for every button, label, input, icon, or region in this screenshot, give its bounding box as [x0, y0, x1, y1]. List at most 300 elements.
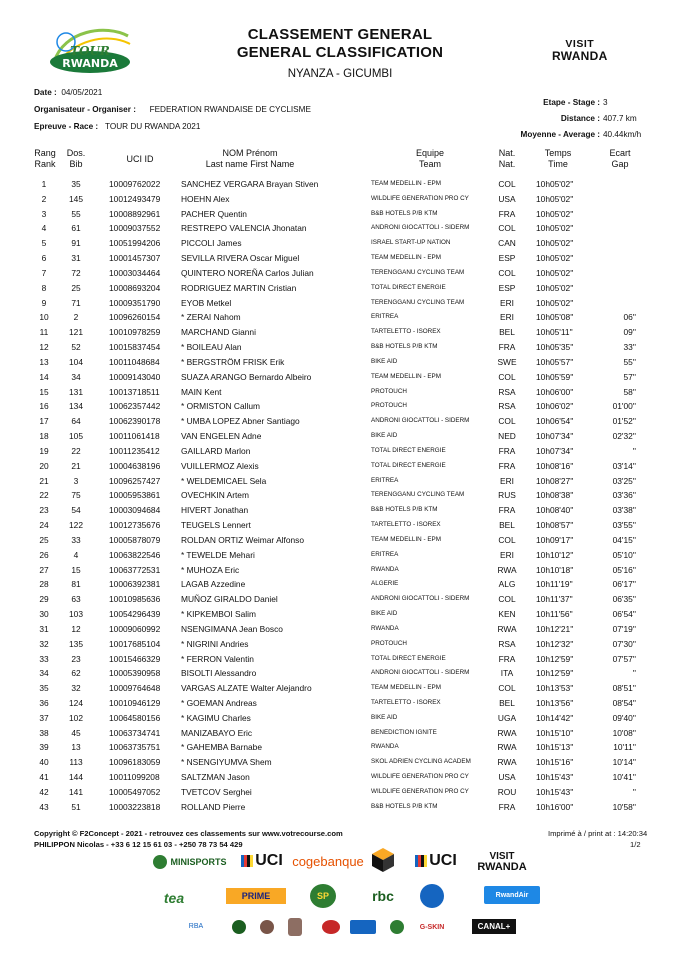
cell-team: ANDRONI GIOCATTOLI - SIDERM: [371, 417, 470, 425]
sponsor-seal-3: [288, 918, 302, 936]
cell-name: SEVILLA RIVERA Oscar Miguel: [181, 253, 300, 264]
cell-uci: 10011099208: [109, 772, 160, 783]
sponsor-cube-logo: [370, 846, 396, 874]
cell-team: PROTOUCH: [371, 387, 407, 395]
cell-bib: 22: [71, 445, 81, 456]
cell-rank: 34: [39, 668, 49, 679]
cell-team: ISRAEL START-UP NATION: [371, 239, 451, 247]
table-row: [0, 355, 678, 370]
cell-time: 10h05'02'': [536, 208, 574, 219]
table-row: [0, 399, 678, 414]
cell-time: 10h08'16'': [536, 460, 574, 471]
table-row: [0, 652, 678, 667]
cell-time: 10h05'02'': [536, 223, 574, 234]
cell-gap: 03'55'': [612, 520, 636, 531]
cell-team: B&B HOTELS P/B KTM: [371, 209, 438, 217]
cell-rank: 2: [41, 193, 47, 204]
cell-gap: 03'38'': [612, 505, 636, 516]
cell-bib: 104: [69, 356, 83, 367]
cell-time: 10h08'38'': [536, 490, 574, 501]
cell-rank: 13: [39, 356, 49, 367]
cell-uci: 10009762022: [109, 179, 161, 189]
cell-nat: KEN: [498, 609, 516, 620]
table-row: [0, 474, 678, 489]
svg-text:RWANDA: RWANDA: [62, 57, 118, 70]
cell-name: * NIGRINI Andries: [181, 638, 249, 649]
footer-page: 1/2: [630, 840, 641, 849]
title-french: CLASSEMENT GENERAL: [247, 26, 433, 43]
table-row: [0, 770, 678, 785]
sponsor-seal-1: [232, 920, 246, 934]
cell-bib: 32: [71, 683, 81, 694]
cell-name: SANCHEZ VERGARA Brayan Stiven: [181, 179, 319, 189]
cell-name: * ORMISTON Callum: [181, 401, 260, 412]
cell-team: TERENGGANU CYCLING TEAM: [371, 268, 465, 276]
cell-uci: 10009060992: [109, 623, 161, 634]
cell-time: 10h11'56'': [536, 609, 573, 620]
cell-bib: 3: [73, 475, 79, 486]
table-row: [0, 444, 678, 459]
cell-uci: 10003094684: [109, 505, 161, 516]
table-row: [0, 488, 678, 503]
cell-nat: ROU: [497, 786, 517, 797]
cell-team: RWANDA: [371, 565, 399, 573]
cell-name: OVECHKIN Artem: [181, 490, 249, 501]
cell-nat: ALG: [498, 579, 516, 590]
cell-team: BIKE AID: [371, 357, 398, 365]
cell-name: * KAGIMU Charles: [181, 712, 251, 723]
cell-name: NSENGIMANA Jean Bosco: [181, 623, 283, 634]
document-title: [170, 26, 510, 80]
table-row: [0, 296, 678, 311]
cell-rank: 18: [39, 431, 49, 442]
cell-bib: 81: [71, 579, 81, 590]
cell-nat: FRA: [498, 505, 516, 516]
cell-uci: 10008892961: [109, 208, 161, 219]
cell-rank: 12: [39, 342, 49, 353]
cell-gap: 03'25'': [612, 475, 636, 486]
cell-team: ANDRONI GIOCATTOLI - SIDERM: [371, 669, 470, 677]
cell-bib: 75: [71, 490, 81, 501]
cell-bib: 121: [69, 327, 83, 338]
cell-name: SALTZMAN Jason: [181, 772, 250, 783]
cell-time: 10h05'02'': [536, 179, 574, 189]
cell-nat: ITA: [500, 668, 514, 679]
table-row: [0, 414, 678, 429]
cell-rank: 38: [39, 727, 49, 738]
header-nat: Nat. Nat.: [498, 148, 516, 169]
cell-bib: 15: [71, 564, 81, 575]
cell-bib: 134: [69, 401, 83, 412]
cell-nat: FRA: [498, 445, 516, 456]
cell-gap: 02'32'': [612, 431, 636, 442]
sponsor-sp: SP: [310, 884, 336, 908]
stage-route: NYANZA - GICUMBI: [287, 68, 393, 80]
cell-bib: 61: [71, 223, 81, 234]
cell-name: VARGAS ALZATE Walter Alejandro: [181, 683, 312, 694]
cell-time: 10h05'02'': [536, 238, 574, 249]
cell-uci: 10096183059: [109, 757, 161, 768]
cell-time: 10h05'59'': [536, 371, 574, 382]
table-row: [0, 236, 678, 251]
cell-time: 10h11'19'': [536, 579, 573, 590]
sponsor-uci-2: UCI: [412, 850, 460, 872]
cell-bib: 33: [71, 534, 81, 545]
table-row: [0, 459, 678, 474]
cell-gap: 06'54'': [612, 609, 636, 620]
table-row: [0, 563, 678, 578]
cell-gap: 07'57'': [612, 653, 636, 664]
cell-nat: USA: [498, 772, 516, 783]
table-row: [0, 518, 678, 533]
cell-name: ROLLAND Pierre: [181, 801, 246, 812]
cell-uci: 10054296439: [109, 609, 161, 620]
cell-team: TOTAL DIRECT ENERGIE: [371, 461, 446, 469]
cell-uci: 10015466329: [109, 653, 161, 664]
sponsor-seal-6: [390, 920, 404, 934]
cell-gap: 08'54'': [612, 697, 636, 708]
cell-uci: 10062357442: [109, 401, 161, 412]
table-row: [0, 310, 678, 325]
cell-name: * KIPKEMBOI Salim: [181, 609, 256, 620]
cell-bib: 2: [73, 312, 79, 323]
cell-bib: 122: [69, 520, 83, 531]
cell-nat: COL: [498, 223, 516, 234]
cell-rank: 32: [39, 638, 49, 649]
cell-nat: RSA: [498, 401, 516, 412]
cell-uci: 10009037552: [109, 223, 161, 234]
cell-rank: 24: [39, 520, 49, 531]
cell-time: 10h08'27'': [536, 475, 574, 486]
cell-uci: 10096260154: [109, 312, 161, 323]
cell-nat: ESP: [498, 253, 516, 264]
cell-team: RWANDA: [371, 743, 399, 751]
table-row: [0, 592, 678, 607]
cell-time: 10h15'16'': [536, 757, 574, 768]
cell-time: 10h15'43'': [536, 772, 574, 783]
cell-time: 10h11'37'': [536, 594, 573, 605]
cell-gap: 05'10'': [612, 549, 636, 560]
cell-name: * BOILEAU Alan: [181, 342, 242, 353]
sponsor-rwandair: RwandAir: [484, 886, 540, 904]
cell-team: TOTAL DIRECT ENERGIE: [371, 446, 446, 454]
cell-name: * GAHEMBA Barnabe: [181, 742, 262, 753]
table-row: [0, 281, 678, 296]
cell-nat: FRA: [498, 208, 516, 219]
cell-rank: 15: [39, 386, 49, 397]
cell-nat: COL: [498, 683, 516, 694]
cell-uci: 10005390958: [109, 668, 161, 679]
sponsor-visit-rwanda: VISIT RWANDA: [477, 851, 527, 873]
table-row: [0, 533, 678, 548]
cell-time: 10h12'21'': [536, 623, 574, 634]
tour-du-rwanda-logo: [44, 22, 136, 80]
cell-bib: 102: [69, 712, 83, 723]
cell-uci: 10051994206: [109, 238, 161, 249]
cell-team: BIKE AID: [371, 432, 398, 440]
sponsor-rbc: rbc: [372, 888, 394, 904]
footer-printed: Imprimé à / print at : 14:20:34: [548, 829, 648, 838]
cell-time: 10h05'08'': [536, 312, 574, 323]
cell-rank: 26: [39, 549, 49, 560]
cell-rank: 3: [41, 208, 47, 219]
cell-name: TEUGELS Lennert: [181, 520, 251, 531]
table-row: [0, 192, 678, 207]
cell-name: GAILLARD Marlon: [181, 445, 251, 456]
cell-uci: 10008693204: [109, 282, 161, 293]
table-row: [0, 666, 678, 681]
table-row: [0, 251, 678, 266]
cell-uci: 10003223818: [109, 801, 161, 812]
cell-uci: 10015837454: [109, 342, 161, 353]
cell-name: LAGAB Azzedine: [181, 579, 246, 590]
cell-bib: 71: [71, 297, 81, 308]
cell-time: 10h14'42'': [536, 712, 574, 723]
cell-gap: 07'30'': [612, 638, 636, 649]
cell-name: MARCHAND Gianni: [181, 327, 256, 338]
cell-time: 10h13'53'': [536, 683, 574, 694]
sponsor-tea: tea: [163, 890, 185, 906]
cell-nat: UGA: [497, 712, 517, 723]
cell-nat: COL: [498, 371, 516, 382]
cell-team: TERENGGANU CYCLING TEAM: [371, 298, 465, 306]
cell-rank: 41: [39, 772, 49, 783]
cell-uci: 10096257427: [109, 475, 161, 486]
sponsor-uci: UCI: [238, 850, 286, 872]
table-row: [0, 637, 678, 652]
cell-gap: 33'': [623, 342, 636, 353]
cell-uci: 10063734741: [109, 727, 161, 738]
cell-gap: 55'': [623, 356, 636, 367]
cell-bib: 55: [71, 208, 81, 219]
cell-team: TEAM MEDELLIN - EPM: [371, 180, 441, 187]
cell-rank: 23: [39, 505, 49, 516]
sponsor-gskin: G-SKIN: [419, 923, 445, 931]
cell-nat: FRA: [498, 653, 516, 664]
cell-time: 10h06'54'': [536, 416, 574, 427]
cell-uci: 10010985636: [109, 594, 161, 605]
cell-bib: 13: [71, 742, 81, 753]
cell-uci: 10017685104: [109, 638, 161, 649]
cell-name: TVETCOV Serghei: [181, 786, 252, 797]
cell-rank: 22: [39, 490, 49, 501]
visit-rwanda-logo: VISIT RWANDA: [552, 38, 608, 63]
cell-team: ALGERIE: [371, 580, 399, 588]
cell-name: * NSENGIYUMVA Shem: [181, 757, 272, 768]
cell-gap: 08'51'': [612, 683, 636, 694]
cell-team: WILDLIFE GENERATION PRO CY: [371, 194, 469, 202]
header-gap: Ecart Gap: [609, 148, 631, 169]
cell-bib: 131: [69, 386, 83, 397]
cell-nat: FRA: [498, 460, 516, 471]
cell-gap: 03'14'': [612, 460, 636, 471]
cell-gap: 09'40'': [612, 712, 636, 723]
cell-gap: '': [632, 668, 636, 679]
cell-gap: 10'58'': [612, 801, 636, 812]
cell-name: ROLDAN ORTIZ Weimar Alfonso: [181, 534, 305, 545]
cell-gap: 01'52'': [612, 416, 636, 427]
cell-rank: 31: [39, 623, 49, 634]
cell-team: TEAM MEDELLIN - EPM: [371, 684, 441, 692]
cell-name: HOEHN Alex: [181, 193, 230, 204]
sponsor-canal-plus: CANAL+: [472, 919, 516, 934]
cell-bib: 145: [69, 193, 83, 204]
cell-nat: FRA: [498, 342, 516, 353]
cell-nat: BEL: [499, 697, 515, 708]
cell-rank: 1: [41, 179, 47, 189]
cell-name: VAN ENGELEN Adne: [181, 431, 262, 442]
cell-name: PACHER Quentin: [181, 208, 247, 219]
cell-nat: RWA: [497, 757, 517, 768]
cell-bib: 91: [71, 238, 81, 249]
cell-team: ERITREA: [371, 550, 399, 558]
cell-name: * MUHOZA Eric: [181, 564, 240, 575]
cell-gap: 07'19'': [612, 623, 636, 634]
sponsor-cogebanque: cogebanque: [292, 853, 364, 869]
cell-bib: 34: [71, 371, 81, 382]
cell-bib: 45: [71, 727, 81, 738]
cell-gap: 57'': [623, 371, 636, 382]
cell-name: MAIN Kent: [181, 386, 222, 397]
cell-uci: 10010978259: [109, 327, 161, 338]
cell-nat: RWA: [497, 623, 517, 634]
cell-time: 10h06'02'': [536, 401, 574, 412]
cell-name: MUÑOZ GIRALDO Daniel: [181, 594, 278, 605]
cell-rank: 27: [39, 564, 49, 575]
cell-nat: ESP: [498, 282, 516, 293]
cell-gap: 06'35'': [612, 594, 636, 605]
cell-rank: 16: [39, 401, 49, 412]
header-team: Equipe Team: [415, 148, 445, 169]
meta-organiser: Organisateur - Organiser : FEDERATION RWANDAISE DE CYCLISME: [34, 105, 311, 114]
cell-team: PROTOUCH: [371, 639, 407, 647]
cell-nat: ERI: [500, 297, 514, 308]
cell-name: * WELDEMICAEL Sela: [181, 475, 267, 486]
cell-rank: 33: [39, 653, 49, 664]
cell-name: MANIZABAYO Eric: [181, 727, 253, 738]
table-row: [0, 221, 678, 236]
cell-rank: 29: [39, 594, 49, 605]
cell-uci: 10005878079: [109, 534, 161, 545]
cell-name: * ZERAI Nahom: [181, 312, 241, 323]
cell-gap: 10'41'': [612, 772, 636, 783]
cell-gap: 06'17'': [612, 579, 636, 590]
table-row: [0, 370, 678, 385]
cell-rank: 17: [39, 416, 49, 427]
sponsor-emblem: [420, 884, 444, 908]
table-row: [0, 696, 678, 711]
header-time: Temps Time: [544, 148, 572, 169]
cell-gap: 05'16'': [612, 564, 636, 575]
cell-name: * FERRON Valentin: [181, 653, 254, 664]
cell-uci: 10001457307: [109, 253, 161, 264]
cell-gap: 10'14'': [612, 757, 636, 768]
cell-bib: 23: [71, 653, 81, 664]
cell-uci: 10012493479: [109, 193, 161, 204]
cell-nat: COL: [498, 179, 516, 189]
cell-uci: 10009351790: [109, 297, 161, 308]
cell-nat: RWA: [497, 564, 517, 575]
table-row: [0, 207, 678, 222]
cell-rank: 11: [39, 327, 49, 338]
cell-rank: 6: [41, 253, 47, 264]
table-row: [0, 681, 678, 696]
table-header: [0, 148, 678, 176]
table-row: [0, 607, 678, 622]
cell-nat: RSA: [498, 638, 516, 649]
cell-rank: 35: [39, 683, 49, 694]
cell-team: TEAM MEDELLIN - EPM: [371, 254, 441, 262]
cell-uci: 10063822546: [109, 549, 161, 560]
cell-rank: 9: [41, 297, 47, 308]
table-row: [0, 785, 678, 800]
cell-rank: 25: [39, 534, 49, 545]
cell-bib: 52: [71, 342, 81, 353]
cell-team: WILDLIFE GENERATION PRO CY: [371, 773, 469, 781]
header-uci: UCI ID: [126, 154, 154, 164]
cell-time: 10h09'17'': [536, 534, 574, 545]
cell-rank: 43: [39, 801, 49, 812]
meta-average: Moyenne - Average : 40.44km/h: [520, 130, 642, 139]
cell-time: 10h10'18'': [536, 564, 574, 575]
cell-team: BENEDICTION IGNITE: [371, 728, 437, 736]
cell-gap: 01'00'': [612, 401, 636, 412]
cell-team: SKOL ADRIEN CYCLING ACADEM: [371, 758, 471, 766]
cell-rank: 19: [39, 445, 49, 456]
cell-time: 10h06'00'': [536, 386, 574, 397]
cell-uci: 10062390178: [109, 416, 161, 427]
cell-name: * GOEMAN Andreas: [181, 697, 257, 708]
classification-table: [0, 177, 678, 815]
cell-rank: 37: [39, 712, 49, 723]
cell-nat: ERI: [500, 549, 514, 560]
cell-uci: 10009764648: [109, 683, 161, 694]
cell-team: BIKE AID: [371, 713, 398, 721]
table-row: [0, 622, 678, 637]
table-row: [0, 548, 678, 563]
cell-team: B&B HOTELS P/B KTM: [371, 506, 438, 514]
cell-bib: 105: [69, 431, 83, 442]
cell-name: * BERGSTRÖM FRISK Erik: [181, 356, 285, 367]
cell-nat: RWA: [497, 727, 517, 738]
cell-uci: 10063772531: [109, 564, 161, 575]
cell-uci: 10005497052: [109, 786, 161, 797]
cell-rank: 39: [39, 742, 49, 753]
cell-time: 10h15'43'': [536, 786, 574, 797]
cell-name: BISOLTI Alessandro: [181, 668, 257, 679]
cell-team: WILDLIFE GENERATION PRO CY: [371, 787, 469, 795]
cell-time: 10h05'11'': [536, 327, 573, 338]
cell-team: BIKE AID: [371, 610, 398, 618]
cell-uci: 10011061418: [109, 431, 160, 442]
sponsor-seal-4: [322, 920, 340, 934]
cell-time: 10h05'35'': [536, 342, 574, 353]
cell-bib: 21: [71, 460, 81, 471]
cell-name: HIVERT Jonathan: [181, 505, 249, 516]
table-row: [0, 429, 678, 444]
cell-team: TERENGGANU CYCLING TEAM: [371, 491, 465, 499]
table-row: [0, 177, 678, 192]
cell-bib: 35: [71, 179, 81, 189]
cell-gap: '': [632, 786, 636, 797]
table-row: [0, 740, 678, 755]
cell-uci: 10064580156: [109, 712, 161, 723]
cell-name: SUAZA ARANGO Bernardo Albeiro: [181, 371, 312, 382]
meta-distance: Distance : 407.7 km: [560, 114, 637, 123]
cell-name: QUINTERO NOREÑA Carlos Julian: [181, 267, 314, 278]
cell-nat: BEL: [499, 327, 515, 338]
cell-bib: 63: [71, 594, 81, 605]
